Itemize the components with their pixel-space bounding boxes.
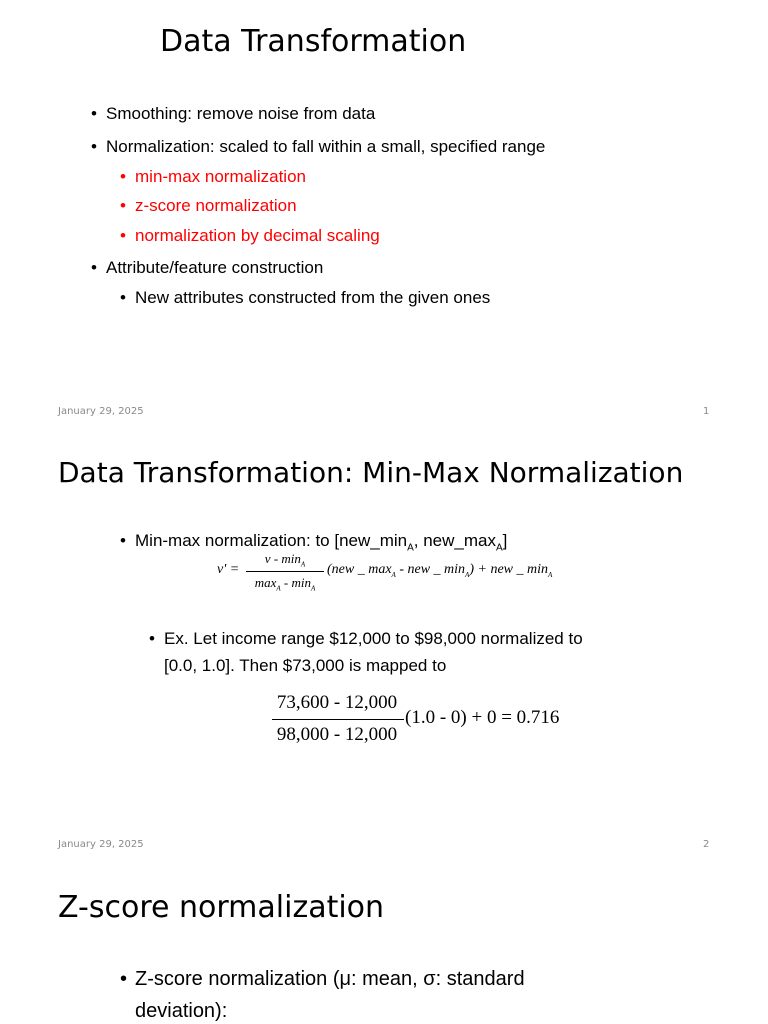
slide1-page-number: 1 — [703, 406, 710, 417]
slide1-sub-new-attributes: • New attributes constructed from the given ones — [135, 288, 490, 308]
slide2-page-number: 2 — [703, 839, 710, 850]
formula-den-sub: A — [276, 584, 281, 593]
formula-rhs-sub: A — [465, 570, 470, 579]
slide2-example-line1: • Ex. Let income range $12,000 to $98,000 normalized to — [164, 629, 583, 649]
calc-fraction-line — [272, 719, 404, 720]
formula-lhs: v' = — [217, 562, 240, 577]
slide2-bullet-text: ] — [502, 531, 508, 550]
formula-rhs-text: (new _ max — [327, 562, 392, 577]
formula-num-sub: A — [300, 560, 306, 569]
slide2-example-line2: [0.0, 1.0]. Then $73,000 is mapped to — [164, 656, 447, 675]
formula-den-sub: A — [311, 584, 316, 593]
slide2-date: January 29, 2025 — [58, 839, 144, 850]
formula-rhs — [327, 562, 552, 579]
formula-num-text: v - min — [264, 551, 301, 566]
slide1-sub-zscore: • z-score normalization — [135, 196, 297, 216]
formula-numerator — [246, 551, 324, 569]
slide1-sub-minmax: • min-max normalization — [135, 167, 306, 187]
slide3-bullet-line1: • Z-score normalization (μ: mean, σ: standard — [135, 968, 525, 991]
slide1-bullet-normalization: • Normalization: scaled to fall within a small, specified range — [106, 137, 545, 157]
formula-den-text: max — [254, 575, 277, 590]
slide2-title: Data Transformation: Min-Max Normalization — [58, 456, 684, 489]
formula-fraction-line — [246, 571, 324, 572]
slide1-bullet-attribute: • Attribute/feature construction — [106, 258, 323, 278]
slide1-bullet-smoothing: • Smoothing: remove noise from data — [106, 104, 375, 124]
slide2-bullet-text: Min-max normalization: to [new_min — [135, 531, 408, 550]
slide3-title: Z-score normalization — [58, 890, 385, 925]
slide2-bullet-sub: A — [407, 542, 414, 554]
formula-rhs-sub: A — [548, 570, 553, 579]
slide2-bullet-text: , new_max — [413, 531, 496, 550]
slide1-date: January 29, 2025 — [58, 406, 144, 417]
formula-rhs-text: - new _ min — [395, 562, 466, 577]
slide1-sub-decimal: • normalization by decimal scaling — [135, 226, 380, 246]
formula-den-text: - min — [280, 575, 311, 590]
calc-numerator: 73,600 - 12,000 — [276, 692, 398, 713]
calc-denominator: 98,000 - 12,000 — [276, 724, 398, 745]
calc-rest: (1.0 - 0) + 0 = 0.716 — [405, 707, 560, 728]
slide1-title: Data Transformation — [160, 24, 467, 59]
formula-denominator — [244, 575, 326, 593]
slide2-bullet-sub: A — [495, 542, 503, 554]
formula-rhs-sub: A — [391, 570, 396, 579]
formula-rhs-text: ) + new _ min — [469, 562, 548, 577]
slide3-bullet-line2: deviation): — [135, 1000, 228, 1022]
